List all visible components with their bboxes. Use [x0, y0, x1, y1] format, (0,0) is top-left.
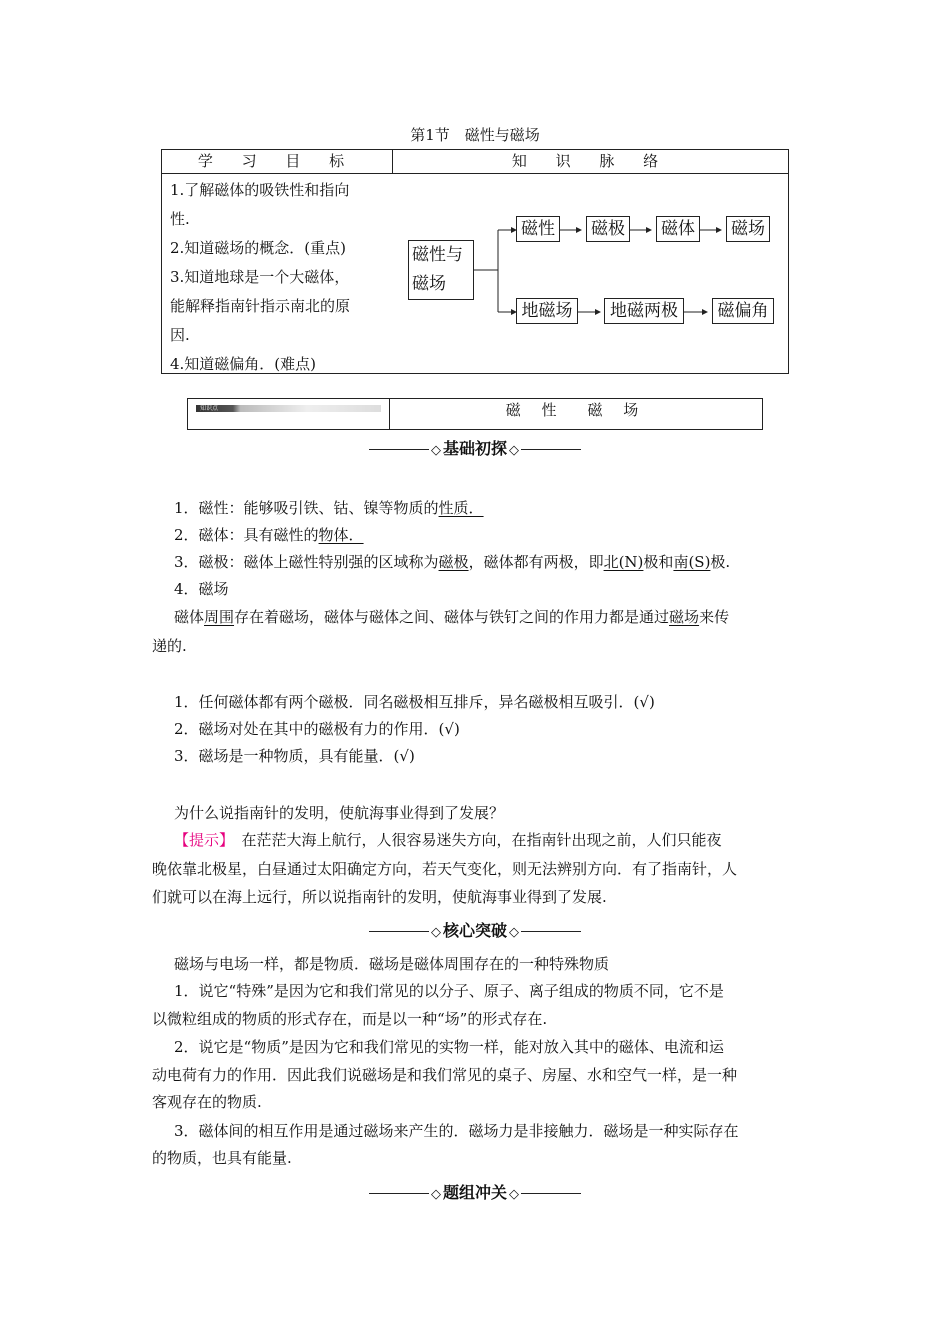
goal-line: 3.知道地球是一个大磁体，	[170, 268, 350, 286]
section-divider-core: ◇ 核心突破 ◇	[0, 918, 950, 941]
header-goals: 学 习 目 标	[162, 150, 393, 174]
goal-line: 能解释指南针指示南北的原	[170, 297, 351, 315]
mindmap-node: 地磁场	[516, 298, 578, 324]
think-hint-line-1: 【提示】 在茫茫大海上航行，人很容易迷失方向，在指南针出现之前，人们只能夜	[174, 831, 722, 849]
section-divider-basic: ◇ 基础初探 ◇	[0, 436, 950, 459]
core-p3-b: 的物质，也具有能量.	[152, 1149, 292, 1167]
basic-line-5: 磁体周围存在着磁场，磁体与磁体之间、磁体与铁钉之间的作用力都是通过磁场来传	[174, 608, 730, 626]
knowledge-point-tag: 知识点	[196, 405, 381, 412]
think-question: 为什么说指南针的发明，使航海事业得到了发展？	[174, 804, 505, 822]
goal-list	[170, 176, 388, 379]
mindmap-node: 磁极	[586, 216, 630, 242]
core-intro: 磁场与电场一样，都是物质．磁场是磁体周围存在的一种特殊物质	[174, 955, 610, 973]
header-knowledge-map: 知 识 脉 络	[393, 150, 789, 174]
page-title: 第1节 磁性与磁场	[410, 126, 540, 144]
mindmap-node: 磁体	[656, 216, 700, 242]
mindmap-node: 磁偏角	[712, 298, 774, 324]
knowledge-point-topic: 磁 性 磁 场	[505, 401, 647, 419]
core-p3-a: 3．磁体间的相互作用是通过磁场来产生的．磁场力是非接触力．磁场是一种实际存在	[174, 1122, 739, 1140]
basic-line-2: 2．磁体：具有磁性的物体．	[174, 526, 364, 544]
judge-item: 2．磁场对处在其中的磁极有力的作用．(√)	[174, 720, 460, 738]
basic-line-3: 3．磁极：磁体上磁性特别强的区域称为磁极，磁体都有两极，即北(N)极和南(S)极.	[174, 553, 731, 571]
goal-line: 性.	[170, 210, 190, 228]
knowledge-point-bar	[187, 398, 763, 430]
core-p1-a: 1．说它“特殊”是因为它和我们常见的以分子、原子、离子组成的物质不同，它不是	[174, 982, 724, 1000]
judge-item: 3．磁场是一种物质，具有能量．(√)	[174, 747, 415, 765]
hint-label: 【提示】	[174, 831, 227, 849]
mindmap-node: 磁性	[516, 216, 560, 242]
judge-item: 1．任何磁体都有两个磁极．同名磁极相互排斥，异名磁极相互吸引．(√)	[174, 693, 655, 711]
goal-line: 2.知道磁场的概念．(重点)	[170, 239, 347, 257]
core-p2-c: 客观存在的物质.	[152, 1093, 262, 1111]
mindmap-node: 磁场	[726, 216, 770, 242]
goal-line: 1.了解磁体的吸铁性和指向	[170, 181, 350, 199]
core-p2-a: 2．说它是“物质”是因为它和我们常见的实物一样，能对放入其中的磁体、电流和运	[174, 1038, 724, 1056]
knowledge-mindmap	[394, 174, 789, 374]
basic-line-1: 1．磁性：能够吸引铁、钴、镍等物质的性质．	[174, 499, 484, 517]
goal-line: 4.知道磁偏角．(难点)	[170, 355, 317, 373]
goal-line: 因.	[170, 326, 190, 344]
section-divider-practice: ◇ 题组冲关 ◇	[0, 1180, 950, 1203]
think-hint-line-3: 们就可以在海上远行，所以说指南针的发明，使航海事业得到了发展.	[152, 888, 607, 906]
basic-line-6: 递的.	[152, 637, 187, 655]
core-p1-b: 以微粒组成的物质的形式存在，而是以一种“场”的形式存在.	[152, 1010, 548, 1028]
goals-table	[161, 149, 789, 374]
mindmap-root: 磁性与 磁场	[408, 240, 474, 300]
think-hint-line-2: 晚依靠北极星，白昼通过太阳确定方向，若天气变化，则无法辨别方向．有了指南针，人	[152, 860, 738, 878]
mindmap-node: 地磁两极	[604, 298, 684, 324]
basic-line-4: 4．磁场	[174, 580, 229, 598]
core-p2-b: 动电荷有力的作用．因此我们说磁场是和我们常见的桌子、房屋、水和空气一样，是一种	[152, 1066, 738, 1084]
